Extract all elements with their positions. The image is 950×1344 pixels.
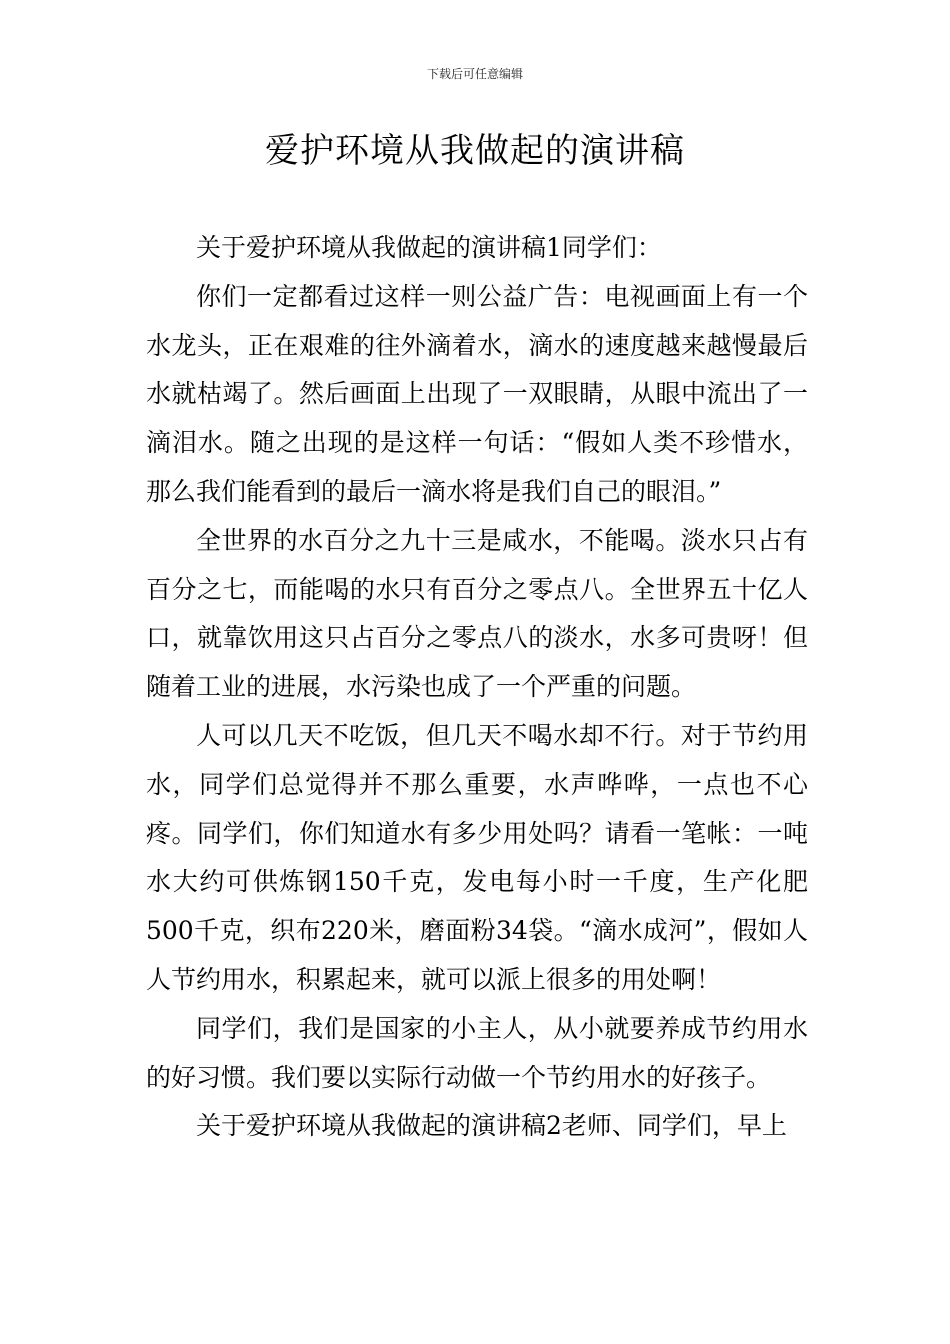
paragraph-5: 同学们，我们是国家的小主人，从小就要养成节约用水的好习惯。我们要以实际行动做一个节约用水的好孩子。 (146, 1013, 808, 1092)
document-body (146, 224, 808, 1151)
header-note: 下载后可任意编辑 (426, 67, 523, 81)
paragraph-2: 你们一定都看过这样一则公益广告：电视画面上有一个水龙头，正在艰难的往外滴着水，滴水的速度越来越慢最后水就枯竭了。然后画面上出现了一双眼睛，从眼中流出了一滴泪水。随之出现的是这样一句话：“假如人类不珍惜水，那么我们能看到的最后一滴水将是我们自己的眼泪。” (146, 281, 808, 506)
paragraph-4: 人可以几天不吃饭，但几天不喝水却不行。对于节约用水，同学们总觉得并不那么重要，水声哗哗，一点也不心疼。同学们，你们知道水有多少用处吗？请看一笔帐：一吨水大约可供炼钢150千克，发电每小时一千度，生产化肥500千克，织布220米，磨面粉34袋。“滴水成河”，假如人人节约用水，积累起来，就可以派上很多的用处啊！ (146, 720, 808, 994)
document-title: 爱护环境从我做起的演讲稿 (265, 131, 685, 171)
paragraph-6: 关于爱护环境从我做起的演讲稿2老师、同学们，早上 (196, 1111, 787, 1141)
paragraph-3: 全世界的水百分之九十三是咸水，不能喝。淡水只占有百分之七，而能喝的水只有百分之零点八。全世界五十亿人口，就靠饮用这只占百分之零点八的淡水，水多可贵呀！但随着工业的进展，水污染也成了一个严重的问题。 (146, 525, 808, 702)
paragraph-1: 关于爱护环境从我做起的演讲稿1同学们： (196, 233, 662, 262)
